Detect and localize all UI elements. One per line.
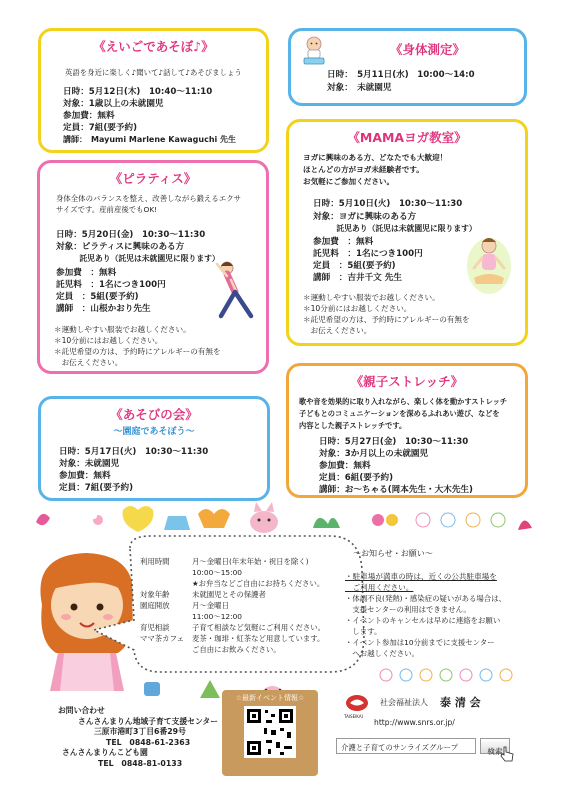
info-row: 11:00～12:00 (192, 612, 242, 621)
shintai-title: 《身体測定》 (389, 42, 465, 57)
yoga-row-capacity: 定員 ：5組(要予約) (313, 261, 396, 271)
oyako-row-teacher: 講師：お～ちゃる(岡本先生・大木先生) (319, 485, 473, 495)
org-logo-text: TAISEIKAI (344, 714, 363, 719)
info-row: 10:00～15:00 (192, 568, 242, 577)
info-row: 育児相談 子育て相談など気軽にご利用ください。 (140, 623, 326, 632)
info-row: ご自由にお飲みください。 (192, 645, 281, 654)
oyako-row-capacity: 定員：6組(要予約) (319, 473, 393, 483)
notice-item: 支援センターの利用はできません。 (345, 605, 471, 614)
contact-label: お問い合わせ (58, 706, 105, 715)
stretching-woman-illustration (205, 258, 263, 320)
info-row: 対象年齢 未就園児とその保護者 (140, 590, 266, 599)
yoga-note-2: ＊10分前にはお越しください。 (303, 304, 412, 313)
notice-item: へお越しください。 (345, 649, 419, 658)
oyako-intro-1: 歌や音を効果的に取り入れながら、楽しく体を動かすストレッチ (299, 397, 508, 406)
pilates-section (37, 160, 269, 374)
contact-section (58, 706, 218, 769)
qr-code-icon[interactable] (244, 706, 296, 758)
shintai-section (288, 28, 527, 106)
pilates-note-2: ＊10分前にはお越しください。 (54, 336, 163, 345)
yoga-row-date: 日時：5月10日(火) 10:30～11:30 (313, 199, 463, 209)
yoga-row-teacher: 講師 ：吉井千文 先生 (313, 273, 402, 283)
pilates-note-4: お伝えください。 (54, 358, 123, 367)
yoga-intro-2: ほとんどの方がヨガ未経験者です。 (303, 165, 424, 174)
eigo-row-date: 日時：5月12日(木) 10:40～11:10 (63, 87, 213, 97)
org-section (338, 690, 538, 780)
notice-item: ・イベントのキャンセルは早めに連絡をお願い (345, 616, 501, 625)
yoga-row-childcare: 託児あり（託児は未就園児に限ります） (313, 224, 477, 233)
yoga-row-target: 対象：ヨガに興味のある方 (313, 212, 417, 222)
baby-scale-icon (299, 35, 329, 67)
eigo-section (38, 28, 269, 153)
pilates-title: 《ピラティス》 (109, 171, 197, 186)
notice-item: ご利用ください。 (345, 583, 414, 592)
contact-line: TEL 0848-81-0133 (98, 758, 183, 768)
search-box[interactable] (336, 738, 476, 754)
pilates-row-teacher: 講師 ：山根かおり先生 (56, 304, 151, 314)
oyako-intro-3: 内容とした親子ストレッチです。 (299, 421, 407, 430)
oyako-title: 《親子ストレッチ》 (350, 374, 464, 389)
eigo-title: 《えいごであそぼ♪》 (93, 39, 214, 54)
cursor-hand-icon (500, 746, 514, 762)
yoga-row-childcare-fee: 託児料 ：1名につき100円 (313, 249, 423, 259)
shintai-row-target: 対象： 未就園児 (327, 83, 392, 93)
search-button-label: 検索 (487, 747, 503, 756)
contact-line: TEL 0848-61-2363 (106, 737, 191, 747)
contact-line: さんさんまりんこども園 (62, 748, 148, 757)
notice-title: ～お知らせ・お願い～ (353, 549, 433, 558)
org-name: 泰 清 会 (440, 696, 481, 709)
qr-panel (222, 690, 318, 776)
yoga-intro-1: ヨガに興味のある方、どなたでも大歓迎！ (303, 153, 448, 162)
notice-item: します。 (345, 627, 382, 636)
pilates-row-capacity: 定員 ：5組(要予約) (56, 292, 139, 302)
notice-item: ・駐車場が満車の時は、近くの公共駐車場を (345, 572, 497, 581)
org-type: 社会福祉法人 (380, 698, 428, 707)
asobi-section (38, 396, 270, 501)
yoga-intro-3: お気軽にご参加ください。 (303, 177, 395, 186)
oyako-section (286, 363, 528, 498)
notice-item: ・イベント参加は10分前までに支援センター (345, 638, 495, 647)
asobi-row-capacity: 定員：7組(要予約) (59, 483, 133, 493)
yoga-note-4: お伝えください。 (303, 326, 372, 335)
eigo-row-capacity: 定員：7組(要予約) (63, 123, 137, 133)
pilates-note-1: ＊運動しやすい服装でお越しください。 (54, 325, 191, 334)
qr-label: ☆最新イベント情報☆ (235, 694, 305, 702)
asobi-row-fee: 参加費：無料 (59, 471, 111, 481)
org-url[interactable]: http://www.snrs.or.jp/ (374, 718, 455, 727)
pilates-row-target: 対象：ピラティスに興味のある方 (56, 242, 185, 252)
notice-item: ・体調不良(発熱)・感染症の疑いがある場合は、 (345, 594, 506, 603)
asobi-row-date: 日時：5月17日(火) 10:30～11:30 (59, 447, 209, 457)
animal-faces-decoration (376, 666, 526, 684)
contact-line: 三原市港町3丁目6番29号 (94, 727, 186, 736)
asobi-row-target: 対象：未就園児 (59, 459, 120, 469)
yoga-pose-illustration (464, 232, 514, 296)
asobi-subtitle: ～園庭であそぼう～ (113, 427, 195, 437)
eigo-row-teacher: 講師： Mayumi Marlene Kawaguchi 先生 (63, 135, 237, 144)
search-box-text: 介護と子育てのサンライズグループ (341, 743, 458, 752)
oyako-row-target: 対象：3か月以上の未就園児 (319, 449, 429, 459)
pilates-intro-1: 身体全体のバランスを整え、改善しながら鍛えるエクサ (56, 194, 241, 203)
yoga-row-fee: 参加費 ：無料 (313, 237, 374, 247)
notice-section (345, 548, 545, 659)
shintai-row-date: 日時： 5月11日(水) 10:00～14:0 (327, 70, 475, 80)
info-row: ★お弁当などご自由にお持ちください。 (192, 579, 325, 588)
oyako-intro-2: 子どもとのコミュニケーションを深めるふれあい遊び、などを (299, 409, 500, 418)
eigo-row-fee: 参加費：無料 (63, 111, 115, 121)
yoga-note-3: ＊託児希望の方は、予約時にアレルギーの有無を (303, 315, 470, 324)
pilates-note-3: ＊託児希望の方は、予約時にアレルギーの有無を (54, 347, 221, 356)
contact-line: さんさんまりん地域子育て支援センター (78, 716, 219, 726)
taiseikai-logo (344, 694, 370, 716)
pilates-row-fee: 参加費 ：無料 (56, 268, 117, 278)
yoga-title: 《MAMAヨガ教室》 (347, 130, 467, 145)
info-row: ママ茶カフェ 麦茶・珈琲・紅茶など用意しています。 (140, 634, 325, 643)
eigo-intro: 英語を身近に楽しく♪聞いて♪話して♪あそびましょう (65, 68, 242, 77)
info-row: 園庭開放 月～金曜日 (140, 601, 229, 610)
eigo-row-target: 対象：1歳以上の未就園児 (63, 99, 164, 109)
asobi-title: 《あそびの会》 (110, 407, 198, 422)
yoga-section (286, 119, 528, 346)
oyako-row-fee: 参加費：無料 (319, 461, 371, 471)
yoga-note-1: ＊運動しやすい服装でお越しください。 (303, 293, 440, 302)
info-table (140, 556, 325, 655)
pilates-row-childcare-fee: 託児料 ：1名につき100円 (56, 280, 166, 290)
pilates-row-date: 日時：5月20日(金) 10:30～11:30 (56, 230, 206, 240)
oyako-row-date: 日時：5月27日(金) 10:30～11:30 (319, 437, 469, 447)
info-row: 利用時間 月～金曜日(年末年始・祝日を除く) (140, 557, 309, 566)
pilates-row-childcare: 託児あり（託児は未就園児に限ります） (56, 254, 220, 263)
pilates-intro-2: サイズです。産前産後でもOK! (56, 205, 158, 214)
